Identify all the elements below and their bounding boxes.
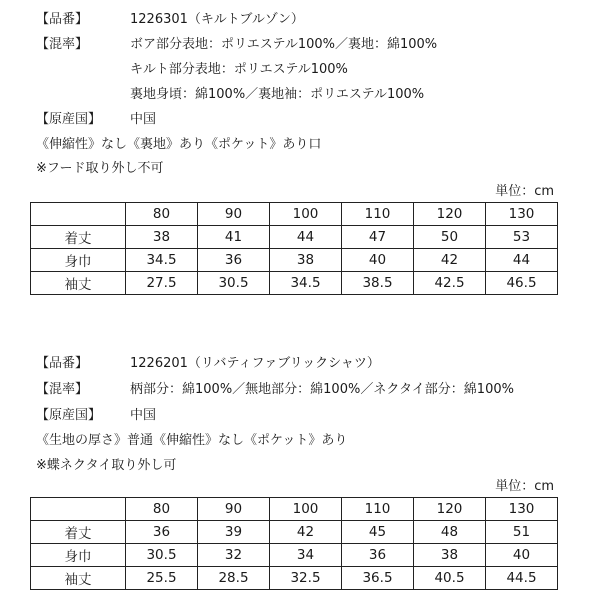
table-cell: 53 [486, 226, 558, 249]
origin-label: 【原産国】 [36, 408, 102, 423]
table-cell: 40 [342, 249, 414, 272]
table-cell: 38.5 [342, 272, 414, 295]
table-cell: 34.5 [126, 249, 198, 272]
table-cell: 130 [486, 498, 558, 521]
table-row [31, 272, 558, 295]
table-cell [31, 203, 126, 226]
table-cell: 36 [126, 521, 198, 544]
table-cell: 着丈 [31, 521, 126, 544]
table-cell [31, 498, 126, 521]
product-code-label: 【品番】 [36, 12, 89, 27]
table-cell: 42 [270, 521, 342, 544]
table-cell: 110 [342, 203, 414, 226]
table-cell: 38 [126, 226, 198, 249]
table-cell: 51 [486, 521, 558, 544]
material-line: キルト部分表地：ポリエステル100% [130, 62, 348, 77]
table-row [31, 249, 558, 272]
material-line: 裏地身頃：綿100%／裏地袖：ポリエステル100% [130, 87, 425, 102]
origin-value: 中国 [130, 112, 157, 127]
product-code-value: 1226301（キルトブルゾン） [130, 12, 304, 27]
table-cell: 50 [414, 226, 486, 249]
table-cell: 36 [342, 544, 414, 567]
table-cell: 38 [414, 544, 486, 567]
table-cell: 45 [342, 521, 414, 544]
unit-label: 単位：cm [495, 184, 554, 199]
table-cell: 80 [126, 203, 198, 226]
table-cell: 25.5 [126, 567, 198, 590]
origin-label: 【原産国】 [36, 112, 102, 127]
table-cell: 38 [270, 249, 342, 272]
table-cell: 40.5 [414, 567, 486, 590]
table-cell: 40 [486, 544, 558, 567]
table-cell: 42.5 [414, 272, 486, 295]
material-label: 【混率】 [36, 382, 89, 397]
table-cell: 90 [198, 498, 270, 521]
table-cell: 46.5 [486, 272, 558, 295]
table-cell: 袖丈 [31, 567, 126, 590]
table-header-row [31, 498, 558, 521]
table-row [31, 544, 558, 567]
note-text: ※蝶ネクタイ取り外し可 [36, 458, 177, 473]
table-cell: 80 [126, 498, 198, 521]
table-header-row [31, 203, 558, 226]
features-text: 《生地の厚さ》普通《伸縮性》なし《ポケット》あり [36, 433, 348, 448]
table-cell: 30.5 [198, 272, 270, 295]
table-cell: 110 [342, 498, 414, 521]
size-table [30, 497, 558, 590]
table-cell: 44 [270, 226, 342, 249]
table-cell: 32.5 [270, 567, 342, 590]
note-text: ※フード取り外し不可 [36, 161, 164, 176]
table-cell: 41 [198, 226, 270, 249]
table-cell: 27.5 [126, 272, 198, 295]
features-text: 《伸縮性》なし《裏地》あり《ポケット》あり口 [36, 137, 322, 152]
material-line: 柄部分：綿100%／無地部分：綿100%／ネクタイ部分：綿100% [130, 382, 514, 397]
size-table [30, 202, 558, 295]
table-cell: 袖丈 [31, 272, 126, 295]
table-cell: 36 [198, 249, 270, 272]
material-label: 【混率】 [36, 37, 89, 52]
table-row [31, 521, 558, 544]
table-cell: 120 [414, 498, 486, 521]
table-cell: 100 [270, 203, 342, 226]
table-cell: 44 [486, 249, 558, 272]
table-cell: 100 [270, 498, 342, 521]
table-cell: 47 [342, 226, 414, 249]
table-row [31, 567, 558, 590]
table-cell: 42 [414, 249, 486, 272]
table-cell: 120 [414, 203, 486, 226]
table-cell: 身巾 [31, 544, 126, 567]
table-cell: 36.5 [342, 567, 414, 590]
table-cell: 44.5 [486, 567, 558, 590]
table-cell: 30.5 [126, 544, 198, 567]
table-cell: 着丈 [31, 226, 126, 249]
table-cell: 32 [198, 544, 270, 567]
table-row [31, 226, 558, 249]
product-code-value: 1226201（リバティファブリックシャツ） [130, 356, 380, 371]
table-cell: 34.5 [270, 272, 342, 295]
table-cell: 34 [270, 544, 342, 567]
product-code-label: 【品番】 [36, 356, 89, 371]
table-cell: 130 [486, 203, 558, 226]
table-cell: 39 [198, 521, 270, 544]
table-cell: 28.5 [198, 567, 270, 590]
unit-label: 単位：cm [495, 479, 554, 494]
material-line: ボア部分表地：ポリエステル100%／裏地：綿100% [130, 37, 438, 52]
origin-value: 中国 [130, 408, 157, 423]
table-cell: 48 [414, 521, 486, 544]
table-cell: 90 [198, 203, 270, 226]
table-cell: 身巾 [31, 249, 126, 272]
